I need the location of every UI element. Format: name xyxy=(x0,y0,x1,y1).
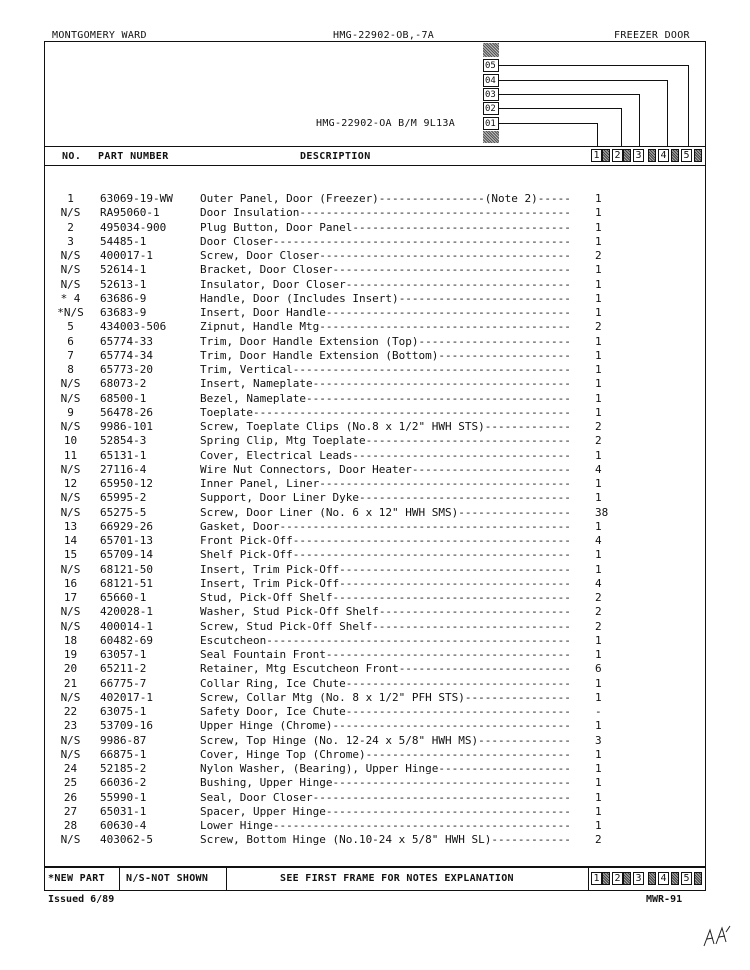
part-quantity: 2 xyxy=(595,619,602,633)
column-square-1: 1 xyxy=(591,149,602,162)
version-box-03: 03 xyxy=(483,88,499,101)
part-description: Insert, Door Handle ----- xyxy=(200,306,570,320)
part-quantity: 38 xyxy=(595,505,609,519)
part-number: 53709-16 xyxy=(100,719,153,733)
footer-divider-1 xyxy=(119,867,120,891)
table-row xyxy=(48,320,608,334)
table-row xyxy=(48,520,608,534)
part-quantity: 1 xyxy=(595,334,602,348)
part-number: 68073-2 xyxy=(100,377,147,391)
header-divider-bottom xyxy=(44,165,706,166)
part-number: 68121-50 xyxy=(100,562,153,576)
table-row xyxy=(48,306,608,320)
part-no: 18 xyxy=(63,633,78,647)
part-number: 63686-9 xyxy=(100,291,147,305)
footer-notes: SEE FIRST FRAME FOR NOTES EXPLANATION xyxy=(280,873,514,884)
part-number: 65950-12 xyxy=(100,477,153,490)
part-no: 22 xyxy=(63,705,78,718)
part-no: 27 xyxy=(63,804,78,818)
section-title: FREEZER DOOR xyxy=(614,30,690,41)
part-no: N/S xyxy=(60,562,81,576)
table-row xyxy=(48,491,608,505)
part-no: 8 xyxy=(67,363,74,376)
part-number: 400014-1 xyxy=(100,619,153,633)
part-no: N/S xyxy=(60,619,81,633)
part-no: 9 xyxy=(67,405,74,419)
part-number: 63057-1 xyxy=(100,648,147,661)
table-row xyxy=(48,591,608,605)
table-row xyxy=(48,221,608,235)
part-description: Insert, Trim Pick-Off ----- xyxy=(200,563,570,577)
part-quantity: 1 xyxy=(595,747,602,761)
part-no: N/S xyxy=(60,491,81,505)
part-description: Upper Hinge (Chrome) ----- xyxy=(200,719,570,733)
part-number: 495034-900 xyxy=(100,220,167,234)
part-no: N/S xyxy=(60,833,81,847)
part-number: 54485-1 xyxy=(100,234,147,248)
part-number: 65660-1 xyxy=(100,591,147,604)
part-number: 65131-1 xyxy=(100,448,147,462)
table-row xyxy=(48,705,608,719)
table-row xyxy=(48,406,608,420)
part-number: 56478-26 xyxy=(100,405,153,419)
part-no: 26 xyxy=(63,790,78,804)
part-description: Stud, Pick-Off Shelf ----- xyxy=(200,591,570,605)
part-description: Wire Nut Connectors, Door Heater ----- xyxy=(200,463,570,477)
part-number: 27116-4 xyxy=(100,462,147,476)
part-description: Shelf Pick-Off ----- xyxy=(200,548,570,562)
part-no: N/S xyxy=(60,263,81,277)
part-quantity: 1 xyxy=(595,391,602,405)
table-row xyxy=(48,648,608,662)
part-description: Trim, Door Handle Extension (Bottom) ----- xyxy=(200,349,570,363)
part-quantity: - xyxy=(595,705,602,718)
part-description: Bushing, Upper Hinge ----- xyxy=(200,776,570,790)
part-number: 434003-506 xyxy=(100,320,167,334)
part-number: 55990-1 xyxy=(100,790,147,804)
part-quantity: 1 xyxy=(595,719,602,733)
part-number: 52854-3 xyxy=(100,434,147,448)
table-row xyxy=(48,662,608,676)
table-row xyxy=(48,634,608,648)
part-no: 16 xyxy=(63,576,78,590)
part-quantity: 1 xyxy=(595,377,602,391)
part-number: 65709-14 xyxy=(100,548,153,562)
footer-square-4: 4 xyxy=(658,872,669,885)
header-divider-top xyxy=(44,146,706,147)
part-description: Gasket, Door ----- xyxy=(200,520,570,534)
part-number: 66775-7 xyxy=(100,676,147,690)
part-number: RA95060-1 xyxy=(100,206,160,220)
part-description: Seal Fountain Front ----- xyxy=(200,648,570,662)
column-square-3: 3 xyxy=(633,149,644,162)
part-number: 66036-2 xyxy=(100,776,147,790)
part-no: 24 xyxy=(63,762,78,775)
part-no: 1 xyxy=(67,192,74,205)
part-no: 21 xyxy=(63,676,78,690)
part-no: N/S xyxy=(60,277,81,291)
part-description: Screw, Top Hinge (No. 12-24 x 5/8" HWH MS) ----- xyxy=(200,734,570,748)
table-row xyxy=(48,477,608,491)
part-quantity: 1 xyxy=(595,562,602,576)
table-row xyxy=(48,805,608,819)
leader-04-drop xyxy=(667,80,668,147)
part-description: Spacer, Upper Hinge ----- xyxy=(200,805,570,819)
table-row xyxy=(48,791,608,805)
part-no: 15 xyxy=(63,548,78,562)
part-no: N/S xyxy=(60,505,81,519)
part-quantity: 4 xyxy=(595,534,602,547)
part-quantity: 1 xyxy=(595,762,602,775)
part-no: *N/S xyxy=(57,306,84,319)
part-quantity: 1 xyxy=(595,277,602,291)
part-quantity: 1 xyxy=(595,220,602,234)
part-description: Collar Ring, Ice Chute ----- xyxy=(200,677,570,691)
part-quantity: 2 xyxy=(595,320,602,334)
part-quantity: 1 xyxy=(595,491,602,505)
part-no: 19 xyxy=(63,648,78,661)
part-quantity: 1 xyxy=(595,804,602,818)
part-quantity: 2 xyxy=(595,833,602,847)
part-description: Lower Hinge ----- xyxy=(200,819,570,833)
column-square-shade-2 xyxy=(623,149,631,162)
version-shade-top xyxy=(483,43,499,57)
part-quantity: 1 xyxy=(595,790,602,804)
table-row xyxy=(48,563,608,577)
leader-04 xyxy=(499,80,667,81)
table-row xyxy=(48,577,608,591)
part-number: 63069-19-WW xyxy=(100,192,173,205)
footer-square-shade-1 xyxy=(602,872,610,885)
part-number: 400017-1 xyxy=(100,249,153,262)
part-quantity: 1 xyxy=(595,519,602,533)
part-number: 65275-5 xyxy=(100,505,147,519)
part-no: 14 xyxy=(63,534,78,547)
part-number: 403062-5 xyxy=(100,833,153,847)
part-description: Cover, Electrical Leads ----- xyxy=(200,449,570,463)
part-quantity: 1 xyxy=(595,676,602,690)
part-no: N/S xyxy=(60,249,81,262)
part-description: Zipnut, Handle Mtg ----- xyxy=(200,320,570,334)
footer-square-1: 1 xyxy=(591,872,602,885)
part-quantity: 6 xyxy=(595,662,602,676)
table-row xyxy=(48,392,608,406)
part-number: 420028-1 xyxy=(100,605,153,619)
version-box-01: 01 xyxy=(483,117,499,130)
part-quantity: 1 xyxy=(595,192,602,205)
leader-01 xyxy=(499,123,597,124)
part-number: 68500-1 xyxy=(100,391,147,405)
part-description: Escutcheon ----- xyxy=(200,634,570,648)
part-description: Front Pick-Off ----- xyxy=(200,534,570,548)
part-quantity: 1 xyxy=(595,263,602,277)
leader-02 xyxy=(499,108,621,109)
part-description: Door Closer ----- xyxy=(200,235,570,249)
part-description: Trim, Vertical ----- xyxy=(200,363,570,377)
part-no: N/S xyxy=(60,377,81,391)
part-description: Screw, Collar Mtg (No. 8 x 1/2" PFH STS) ----- xyxy=(200,691,570,705)
footer-divider-2 xyxy=(226,867,227,891)
table-row xyxy=(48,292,608,306)
part-description: Insert, Nameplate ----- xyxy=(200,377,570,391)
part-no: N/S xyxy=(60,747,81,761)
part-number: 60482-69 xyxy=(100,633,153,647)
part-description: Spring Clip, Mtg Toeplate ----- xyxy=(200,434,570,448)
column-square-shade-3 xyxy=(648,149,656,162)
part-description: Washer, Stud Pick-Off Shelf ----- xyxy=(200,605,570,619)
part-description: Bezel, Nameplate ----- xyxy=(200,392,570,406)
part-quantity: 1 xyxy=(595,206,602,220)
column-square-shade-5 xyxy=(694,149,702,162)
column-square-4: 4 xyxy=(658,149,669,162)
part-number: 65774-34 xyxy=(100,348,153,362)
part-description: Insert, Trim Pick-Off ----- xyxy=(200,577,570,591)
table-row xyxy=(48,235,608,249)
part-description: Screw, Door Liner (No. 6 x 12" HWH SMS) ----- xyxy=(200,506,570,520)
table-row xyxy=(48,534,608,548)
table-row xyxy=(48,620,608,634)
part-description: Door Insulation ----- xyxy=(200,206,570,220)
part-description: Retainer, Mtg Escutcheon Front ----- xyxy=(200,662,570,676)
part-description: Support, Door Liner Dyke ----- xyxy=(200,491,570,505)
part-description: Seal, Door Closer ----- xyxy=(200,791,570,805)
part-quantity: 1 xyxy=(595,548,602,562)
table-row xyxy=(48,734,608,748)
part-no: 25 xyxy=(63,776,78,790)
part-number: 52185-2 xyxy=(100,762,147,775)
part-quantity: 1 xyxy=(595,348,602,362)
part-quantity: 1 xyxy=(595,690,602,704)
version-box-02: 02 xyxy=(483,102,499,115)
column-header-no: NO. xyxy=(62,151,82,162)
part-no: N/S xyxy=(60,206,81,220)
part-no: N/S xyxy=(60,605,81,619)
part-no: 3 xyxy=(67,234,74,248)
part-description: Bracket, Door Closer ----- xyxy=(200,263,570,277)
table-row xyxy=(48,434,608,448)
part-number: 52614-1 xyxy=(100,263,147,277)
part-no: 5 xyxy=(67,320,74,334)
part-quantity: 2 xyxy=(595,605,602,619)
table-row xyxy=(48,691,608,705)
part-number: 402017-1 xyxy=(100,690,153,704)
leader-02-drop xyxy=(621,108,622,147)
page-code: MWR-91 xyxy=(646,894,683,905)
footer-square-shade-3 xyxy=(648,872,656,885)
table-row xyxy=(48,719,608,733)
part-number: 60630-4 xyxy=(100,819,147,832)
table-row xyxy=(48,263,608,277)
table-row xyxy=(48,677,608,691)
part-no: 7 xyxy=(67,348,74,362)
part-description: Trim, Door Handle Extension (Top) ----- xyxy=(200,335,570,349)
part-number: 63075-1 xyxy=(100,705,147,718)
part-description: Screw, Bottom Hinge (No.10-24 x 5/8" HWH SL) ----- xyxy=(200,833,570,847)
part-number: 65701-13 xyxy=(100,534,153,547)
handwritten-mark xyxy=(700,922,734,952)
part-no: N/S xyxy=(60,733,81,747)
leader-03 xyxy=(499,94,639,95)
column-header-part-number: PART NUMBER xyxy=(98,151,169,162)
part-no: 17 xyxy=(63,591,78,604)
part-number: 9986-101 xyxy=(100,420,153,433)
part-number: 66929-26 xyxy=(100,519,153,533)
part-no: N/S xyxy=(60,391,81,405)
part-no: 12 xyxy=(63,477,78,490)
column-square-5: 5 xyxy=(681,149,692,162)
part-no: N/S xyxy=(60,462,81,476)
table-row xyxy=(48,249,608,263)
leader-03-drop xyxy=(639,94,640,147)
part-description: Handle, Door (Includes Insert) ----- xyxy=(200,292,570,306)
parts-list xyxy=(48,192,608,848)
table-row xyxy=(48,206,608,220)
table-row xyxy=(48,463,608,477)
part-quantity: 1 xyxy=(595,405,602,419)
part-description: Plug Button, Door Panel ----- xyxy=(200,221,570,235)
part-number: 65211-2 xyxy=(100,662,147,676)
table-row xyxy=(48,377,608,391)
part-quantity: 1 xyxy=(595,819,602,832)
table-row xyxy=(48,278,608,292)
column-header-description: DESCRIPTION xyxy=(300,151,371,162)
part-quantity: 2 xyxy=(595,249,602,262)
part-quantity: 4 xyxy=(595,462,602,476)
part-quantity: 2 xyxy=(595,420,602,433)
part-description: Outer Panel, Door (Freezer)----------------(Note 2) ----- xyxy=(200,192,570,206)
part-description: Inner Panel, Liner ----- xyxy=(200,477,570,491)
part-no: 23 xyxy=(63,719,78,733)
part-number: 63683-9 xyxy=(100,306,147,319)
issued-date: Issued 6/89 xyxy=(48,894,115,905)
brand-name: MONTGOMERY WARD xyxy=(52,30,147,41)
part-no: 11 xyxy=(63,448,78,462)
leader-01-drop xyxy=(597,123,598,147)
table-row xyxy=(48,548,608,562)
part-quantity: 4 xyxy=(595,576,602,590)
column-square-2: 2 xyxy=(612,149,623,162)
part-no: * 4 xyxy=(60,291,81,305)
footer-square-3: 3 xyxy=(633,872,644,885)
part-description: Screw, Stud Pick-Off Shelf ----- xyxy=(200,620,570,634)
footer-square-shade-4 xyxy=(671,872,679,885)
part-no: N/S xyxy=(60,690,81,704)
leader-05-drop xyxy=(688,65,689,147)
part-no: N/S xyxy=(60,420,81,433)
part-description: Safety Door, Ice Chute ----- xyxy=(200,705,570,719)
part-number: 66875-1 xyxy=(100,747,147,761)
part-quantity: 1 xyxy=(595,776,602,790)
part-description: Screw, Toeplate Clips (No.8 x 1/2" HWH STS) ----- xyxy=(200,420,570,434)
part-no: 13 xyxy=(63,519,78,533)
table-row xyxy=(48,335,608,349)
footer-square-5: 5 xyxy=(681,872,692,885)
part-no: 28 xyxy=(63,819,78,832)
part-no: 20 xyxy=(63,662,78,676)
table-row xyxy=(48,819,608,833)
part-number: 65773-20 xyxy=(100,363,153,376)
part-number: 65774-33 xyxy=(100,334,153,348)
part-description: Insulator, Door Closer ----- xyxy=(200,278,570,292)
part-description: Nylon Washer, (Bearing), Upper Hinge ----- xyxy=(200,762,570,776)
part-quantity: 1 xyxy=(595,648,602,661)
footer-not-shown: N/S-NOT SHOWN xyxy=(126,873,209,884)
leader-05 xyxy=(499,65,688,66)
table-row xyxy=(48,420,608,434)
table-row xyxy=(48,449,608,463)
part-description: Cover, Hinge Top (Chrome) ----- xyxy=(200,748,570,762)
part-number: 65995-2 xyxy=(100,491,147,505)
part-quantity: 1 xyxy=(595,234,602,248)
version-shade-bottom xyxy=(483,131,499,143)
part-quantity: 1 xyxy=(595,477,602,490)
part-description: Toeplate ----- xyxy=(200,406,570,420)
version-box-04: 04 xyxy=(483,74,499,87)
part-quantity: 1 xyxy=(595,306,602,319)
column-square-shade-4 xyxy=(671,149,679,162)
table-row xyxy=(48,762,608,776)
model-note: HMG-22902-OA B/M 9L13A xyxy=(316,118,456,129)
footer-new-part: *NEW PART xyxy=(48,873,105,884)
footer-square-2: 2 xyxy=(612,872,623,885)
part-description: Screw, Door Closer ----- xyxy=(200,249,570,263)
part-number: 65031-1 xyxy=(100,804,147,818)
table-row xyxy=(48,506,608,520)
footer-square-shade-2 xyxy=(623,872,631,885)
part-quantity: 1 xyxy=(595,633,602,647)
table-row xyxy=(48,776,608,790)
part-quantity: 2 xyxy=(595,434,602,448)
table-row xyxy=(48,833,608,847)
part-quantity: 2 xyxy=(595,591,602,604)
part-quantity: 1 xyxy=(595,448,602,462)
version-box-05: 05 xyxy=(483,59,499,72)
part-number: 52613-1 xyxy=(100,277,147,291)
footer-divider-3 xyxy=(588,867,589,891)
footer-square-shade-5 xyxy=(694,872,702,885)
column-square-shade-1 xyxy=(602,149,610,162)
table-row xyxy=(48,192,608,206)
part-number: 68121-51 xyxy=(100,576,153,590)
table-row xyxy=(48,605,608,619)
table-row xyxy=(48,363,608,377)
table-row xyxy=(48,349,608,363)
part-number: 9986-87 xyxy=(100,733,147,747)
part-no: 2 xyxy=(67,220,74,234)
part-quantity: 1 xyxy=(595,291,602,305)
part-quantity: 3 xyxy=(595,733,602,747)
part-no: 10 xyxy=(63,434,78,448)
table-row xyxy=(48,748,608,762)
part-no: 6 xyxy=(67,334,74,348)
part-quantity: 1 xyxy=(595,363,602,376)
model-number: HMG-22902-OB,-7A xyxy=(333,30,435,41)
